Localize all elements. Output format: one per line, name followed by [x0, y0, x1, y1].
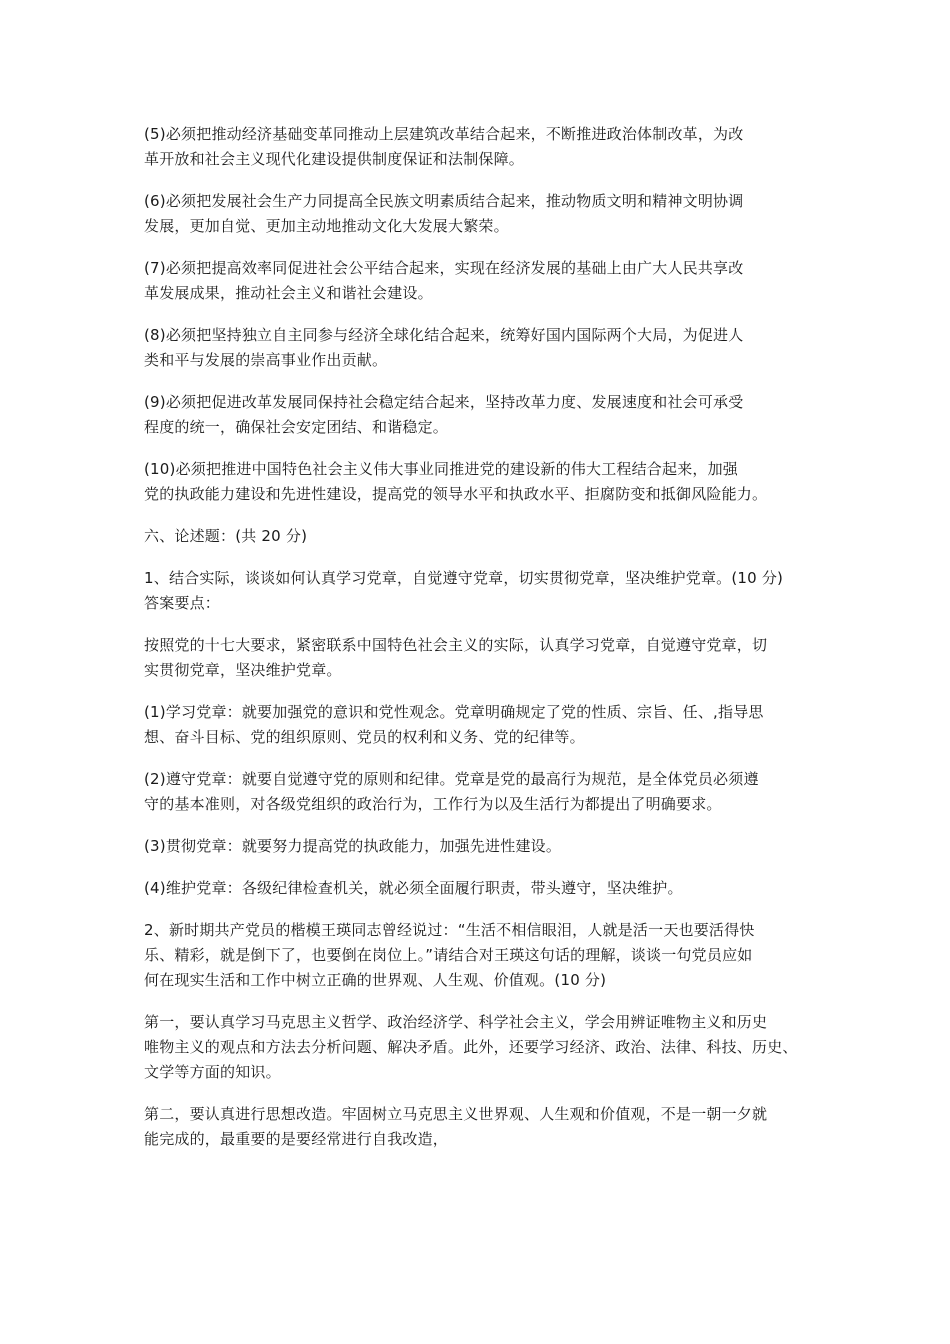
text-line: 想、奋斗目标、党的组织原则、党员的权利和义务、党的纪律等。	[144, 728, 585, 746]
paragraph	[144, 633, 812, 683]
paragraph	[144, 767, 812, 817]
paragraph	[144, 256, 812, 306]
text-line: 第一，要认真学习马克思主义哲学、政治经济学、科学社会主义，学会用辨证唯物主义和历史	[144, 1013, 768, 1031]
paragraph	[144, 524, 812, 549]
paragraph	[144, 323, 812, 373]
text-line: 党的执政能力建设和先进性建设，提高党的领导水平和执政水平、拒腐防变和抵御风险能力。	[144, 485, 768, 503]
text-line: 能完成的，最重要的是要经常进行自我改造，	[144, 1130, 449, 1148]
text-line: (7)必须把提高效率同促进社会公平结合起来，实现在经济发展的基础上由广大人民共享改	[144, 259, 744, 277]
paragraph	[144, 1102, 812, 1152]
text-line: (10)必须把推进中国特色社会主义伟大事业同推进党的建设新的伟大工程结合起来，加强	[144, 460, 738, 478]
text-line: 乐、精彩，就是倒下了，也要倒在岗位上。”请结合对王瑛这句话的理解，谈谈一句党员应如	[144, 946, 753, 964]
text-line: 革发展成果，推动社会主义和谐社会建设。	[144, 284, 433, 302]
text-line: 发展，更加自觉、更加主动地推动文化大发展大繁荣。	[144, 217, 509, 235]
text-line: (8)必须把坚持独立自主同参与经济全球化结合起来，统筹好国内国际两个大局，为促进人	[144, 326, 744, 344]
text-line: (9)必须把促进改革发展同保持社会稳定结合起来，坚持改革力度、发展速度和社会可承受	[144, 393, 744, 411]
text-line: (2)遵守党章：就要自觉遵守党的原则和纪律。党章是党的最高行为规范，是全体党员必须遵	[144, 770, 759, 788]
text-line: (6)必须把发展社会生产力同提高全民族文明素质结合起来，推动物质文明和精神文明协调	[144, 192, 744, 210]
text-line: 唯物主义的观点和方法去分析问题、解决矛盾。此外，还要学习经济、政治、法律、科技、历史、	[144, 1038, 798, 1056]
text-line: 六、论述题：(共 20 分)	[144, 527, 308, 545]
text-line: 守的基本准则，对各级党组织的政治行为，工作行为以及生活行为都提出了明确要求。	[144, 795, 722, 813]
text-line: 答案要点：	[144, 594, 221, 612]
paragraph	[144, 390, 812, 440]
text-line: 类和平与发展的崇高事业作出贡献。	[144, 351, 388, 369]
text-line: 第二，要认真进行思想改造。牢固树立马克思主义世界观、人生观和价值观，不是一朝一夕就	[144, 1105, 768, 1123]
text-line: 程度的统一，确保社会安定团结、和谐稳定。	[144, 418, 449, 436]
paragraph	[144, 1010, 812, 1085]
paragraph	[144, 122, 812, 172]
text-line: (5)必须把推动经济基础变革同推动上层建筑改革结合起来，不断推进政治体制改革，为改	[144, 125, 744, 143]
document-page	[144, 122, 812, 1169]
paragraph	[144, 918, 812, 993]
text-line: 1、结合实际，谈谈如何认真学习党章，自觉遵守党章，切实贯彻党章，坚决维护党章。(10 分)	[144, 569, 784, 587]
text-line: (1)学习党章：就要加强党的意识和党性观念。党章明确规定了党的性质、宗旨、任、,指导思	[144, 703, 764, 721]
paragraph	[144, 700, 812, 750]
text-line: (3)贯彻党章：就要努力提高党的执政能力，加强先进性建设。	[144, 837, 562, 855]
paragraph	[144, 834, 812, 859]
text-line: 2、新时期共产党员的楷模王瑛同志曾经说过：“生活不相信眼泪，人就是活一天也要活得快	[144, 921, 755, 939]
paragraph	[144, 566, 812, 616]
text-line: (4)维护党章：各级纪律检查机关，就必须全面履行职责，带头遵守，坚决维护。	[144, 879, 683, 897]
paragraph	[144, 876, 812, 901]
text-line: 按照党的十七大要求，紧密联系中国特色社会主义的实际，认真学习党章，自觉遵守党章，切	[144, 636, 768, 654]
paragraph	[144, 457, 812, 507]
text-line: 实贯彻党章，坚决维护党章。	[144, 661, 342, 679]
paragraph	[144, 189, 812, 239]
text-line: 文学等方面的知识。	[144, 1063, 281, 1081]
text-line: 何在现实生活和工作中树立正确的世界观、人生观、价值观。(10 分)	[144, 971, 607, 989]
text-line: 革开放和社会主义现代化建设提供制度保证和法制保障。	[144, 150, 525, 168]
